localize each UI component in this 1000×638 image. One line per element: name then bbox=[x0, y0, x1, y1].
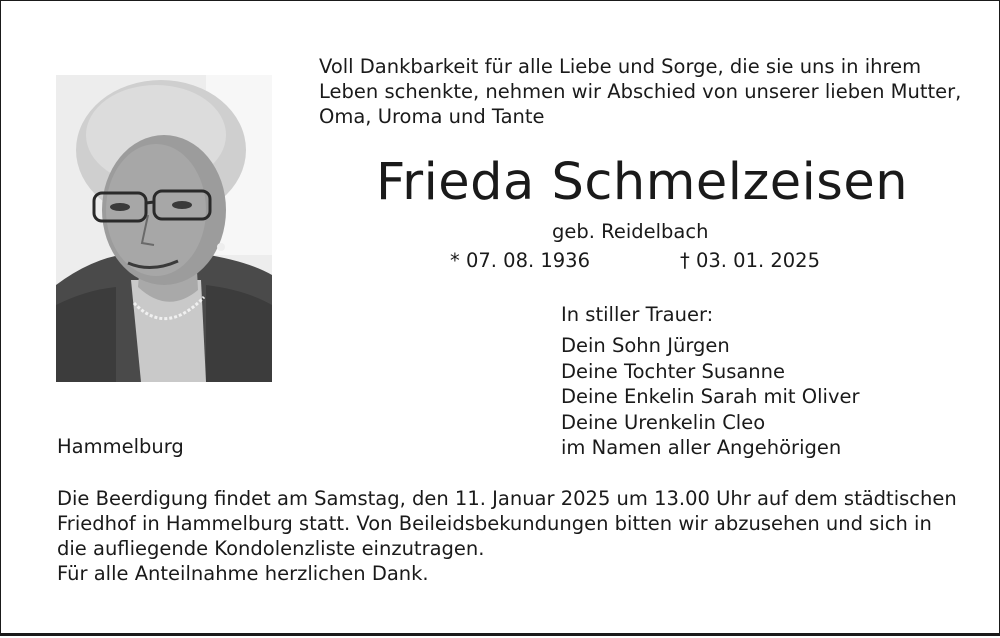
funeral-line: Die Beerdigung findet am Samstag, den 11. Januar 2025 um 13.00 Uhr auf dem städtischen bbox=[57, 487, 957, 510]
place-name: Hammelburg bbox=[57, 435, 184, 458]
maiden-name: geb. Reidelbach bbox=[552, 220, 709, 243]
mourners-list bbox=[561, 333, 860, 461]
mourner-item: im Namen aller Angehörigen bbox=[561, 436, 842, 459]
funeral-line: Friedhof in Hammelburg statt. Von Beileidsbekundungen bitten wir abzusehen und sich in bbox=[57, 512, 932, 535]
funeral-line: die aufliegende Kondolenzliste einzutragen. bbox=[57, 537, 485, 560]
funeral-text bbox=[57, 486, 957, 586]
death-date: † 03. 01. 2025 bbox=[680, 249, 820, 272]
intro-text bbox=[319, 54, 962, 129]
portrait-photo bbox=[56, 75, 272, 382]
birth-date: * 07. 08. 1936 bbox=[450, 249, 590, 272]
mourner-item: Deine Tochter Susanne bbox=[561, 359, 786, 383]
intro-line: Leben schenkte, nehmen wir Abschied von unserer lieben Mutter, bbox=[319, 80, 962, 103]
mourner-item: Dein Sohn Jürgen bbox=[561, 334, 730, 357]
intro-line: Oma, Uroma und Tante bbox=[319, 105, 545, 128]
intro-line: Voll Dankbarkeit für alle Liebe und Sorge, die sie uns in ihrem bbox=[319, 55, 922, 78]
mourner-item: Deine Urenkelin Cleo bbox=[561, 410, 766, 434]
funeral-line: Für alle Anteilnahme herzlichen Dank. bbox=[57, 562, 429, 585]
mourner-item: Deine Enkelin Sarah mit Oliver bbox=[561, 385, 860, 408]
deceased-name: Frieda Schmelzeisen bbox=[376, 153, 909, 212]
portrait-image bbox=[56, 75, 272, 382]
mourning-heading: In stiller Trauer: bbox=[561, 303, 714, 326]
